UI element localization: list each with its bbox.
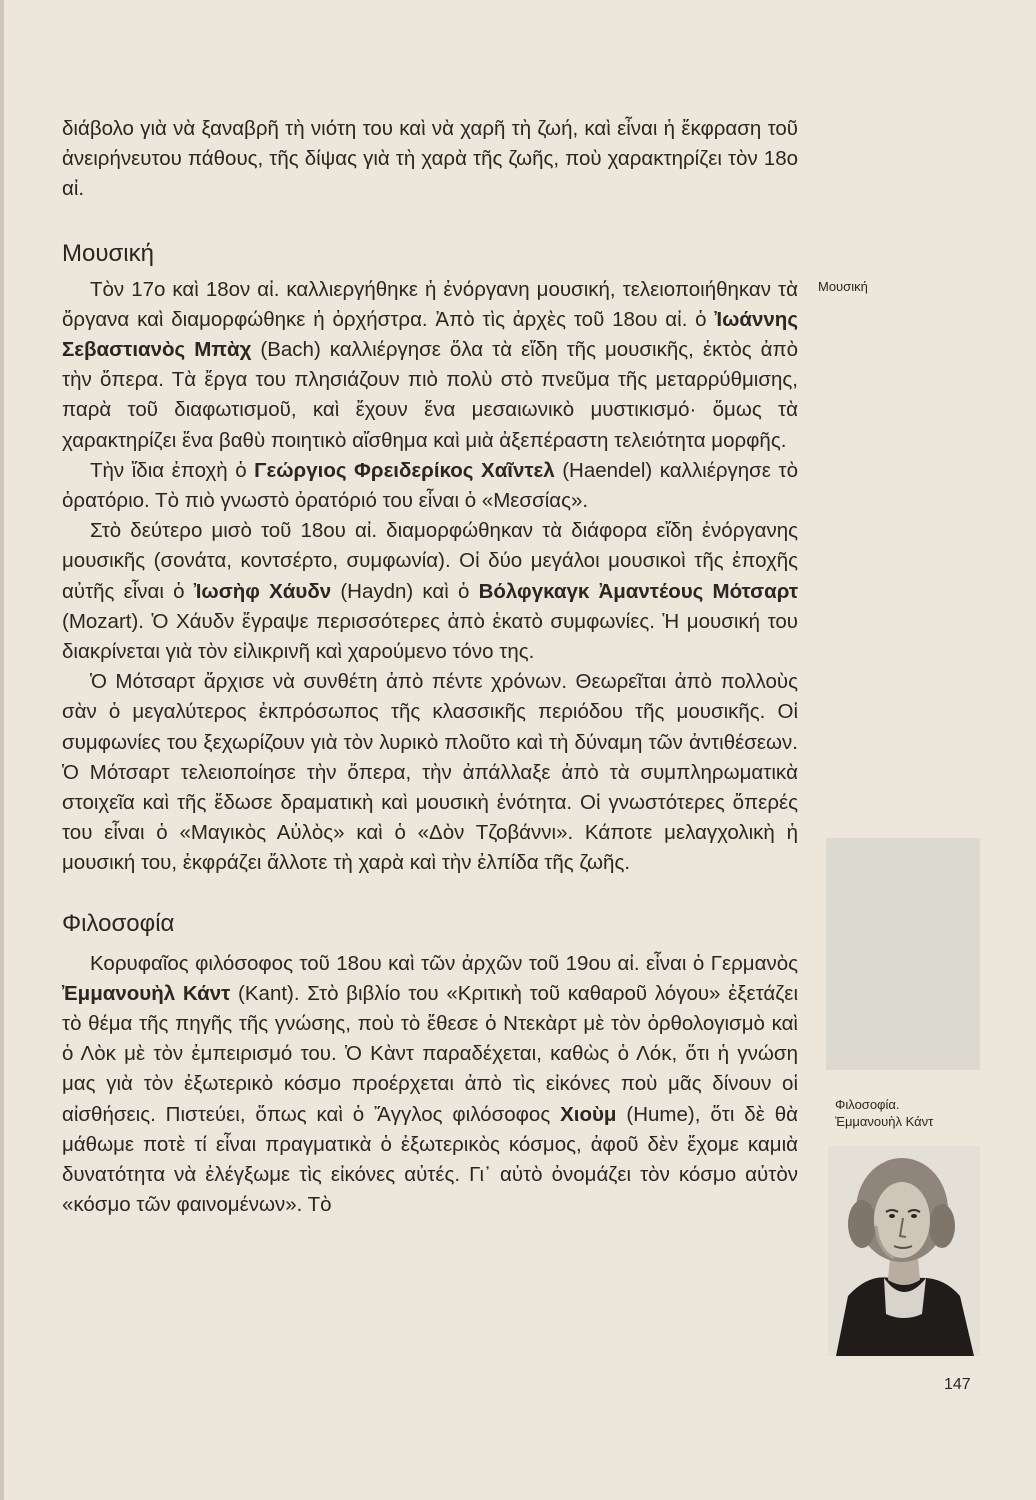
philosophy-paragraph-1: Κορυφαῖος φιλόσοφος τοῦ 18ου καὶ τῶν ἀρχῶν τοῦ 19ου αἰ. εἶναι ὁ Γερμανὸς Ἐμμανουὴλ Κάντ (Kant). Στὸ βιβλίο του «Κριτικὴ τοῦ καθαροῦ λόγου» ἐξετάζει τὸ θέμα τῆς πηγῆς τῆς γνώσης, ποὺ τὸ ἔθεσε ὁ Ντεκὰρτ μὲ τὸν ὀρθολογισμὸ καὶ ὁ Λὸκ μὲ τὸν ἐμπειρισμό του. Ὁ Κὰντ παραδέχεται, καθὼς ὁ Λόκ, ὅτι ἡ γνώση μας γιὰ τὸν ἐξωτερικὸ κόσμο προέρχεται ἀπὸ τὶς εἰκόνες ποὺ μᾶς δίνουν οἱ αἰσθήσεις. Πιστεύει, ὅπως καὶ ὁ Ἄγγλος φιλόσοφος Χιοὺμ (Hume), ὅτι δὲ θὰ μάθωμε ποτὲ τί εἶναι πραγματικὰ ὁ ἐξωτερικὸς κόσμος, ἀφοῦ δὲν ἔχομε καμιὰ δυνατότητα νὰ ἐλέγξωμε τὶς εἰκόνες αὐτές. Γι᾽ αὐτὸ ὀνομάζει τὸν κόσμο αὐτὸν «κόσμο τῶν φαινομένων». Τὸ <box>62 951 799 1217</box>
hume-name: Χιοὺμ <box>560 1102 617 1126</box>
faded-illustration-block <box>826 838 980 1070</box>
intro-paragraph: διάβολο γιὰ νὰ ξαναβρῆ τὴ νιότη του καὶ νὰ χαρῆ τὴ ζωή, καὶ εἶναι ἡ ἔκφραση τοῦ ἀνειρήνευτου πάθους, τῆς δίψας γιὰ τὴ χαρὰ τῆς ζωῆς, ποὺ χαρακτηρίζει τὸν 18ο αἰ. <box>62 117 798 201</box>
music-paragraph-3: Στὸ δεύτερο μισὸ τοῦ 18ου αἰ. διαμορφώθηκαν τὰ διάφορα εἴδη ἐνόργανης μουσικῆς (σονάτα, κοντσέρτο, συμφωνία). Οἱ δύο μεγάλοι μουσικοὶ τῆς ἐποχῆς αὐτῆς εἶναι ὁ Ἰωσὴφ Χάυδν (Haydn) καὶ ὁ Βόλφγκαγκ Ἀμαντέους Μότσαρτ (Mozart). Ὁ Χάυδν ἔγραψε περισσότερες ἀπὸ ἑκατὸ συμφωνίες. Ἡ μουσική του διακρίνεται γιὰ τὸν εἰλικρινῆ καὶ χαρούμενο τόνο της. <box>62 519 798 664</box>
bach-name: Ἰωάννης Σεβαστιανὸς Μπὰχ <box>62 307 798 362</box>
kant-portrait <box>828 1146 980 1356</box>
kant-name: Ἐμμανουὴλ Κάντ <box>62 981 231 1005</box>
philosophy-heading: Φιλοσοφία <box>62 909 175 937</box>
music-paragraph-2: Τὴν ἴδια ἐποχὴ ὁ Γεώργιος Φρειδερίκος Χαῖντελ (Haendel) καλλιέργησε τὸ ὀρατόριο. Τὸ πιὸ γνωστὸ ὀρατόριό του εἶναι ὁ «Μεσσίας». <box>62 458 798 513</box>
main-text-column <box>62 114 798 1221</box>
page-binding-edge <box>0 0 4 1500</box>
kant-portrait-drawing <box>828 1146 980 1356</box>
music-margin-note: Μουσική <box>818 279 868 294</box>
philosophy-caption <box>835 1096 975 1130</box>
caption-line-1: Φιλοσοφία. <box>835 1097 900 1112</box>
haydn-name: Ἰωσὴφ Χάυδν <box>193 579 332 603</box>
music-paragraph-4: Ὁ Μότσαρτ ἄρχισε νὰ συνθέτη ἀπὸ πέντε χρόνων. Θεωρεῖται ἀπὸ πολλοὺς σὰν ὁ μεγαλύτερος ἐκπρόσωπος τῆς κλασσικῆς περιόδου τῆς μουσικῆς. Οἱ συμφωνίες του ξεχωρίζουν γιὰ τὸν λυρικὸ πλοῦτο καὶ τὴ δύναμη τῶν ἀντιθέσεων. Ὁ Μότσαρτ τελειοποίησε τὴν ὄπερα, τὴν ἀπάλλαξε ἀπὸ τὰ συμπληρωματικὰ στοιχεῖα καὶ τῆς ἔδωσε δραματικὴ καὶ μουσικὴ ἑνότητα. Οἱ γνωστότερες ὄπερές του εἶναι ὁ «Μαγικὸς Αὐλὸς» καὶ ὁ «Δὸν Τζοβάννι». Κάποτε μελαγχολικὴ ἡ μουσική του, ἐκφράζει ἄλλοτε τὴ χαρὰ καὶ τὴν ἐλπίδα τῆς ζωῆς. <box>62 670 798 875</box>
music-paragraph-1: Τὸν 17ο καὶ 18ον αἰ. καλλιεργήθηκε ἡ ἐνόργανη μουσική, τελειοποιήθηκαν τὰ ὄργανα καὶ διαμορφώθηκε ἡ ὀρχήστρα. Ἀπὸ τὶς ἀρχὲς τοῦ 18ου αἰ. ὁ Ἰωάννης Σεβαστιανὸς Μπὰχ (Bach) καλλιέργησε ὅλα τὰ εἴδη τῆς μουσικῆς, ἐκτὸς ἀπὸ τὴν ὄπερα. Τὰ ἔργα του πλησιάζουν πιὸ πολὺ στὸ πνεῦμα τῆς μεταρρύθμισης, παρὰ τοῦ διαφωτισμοῦ, καὶ ἔχουν ἕνα μεσαιωνικὸ μυστικισμό· ὅμως τὰ χαρακτηρίζει ἕνα βαθὺ ποιητικὸ αἴσθημα καὶ μιὰ ἀξεπέραστη τελειότητα μορφῆς. <box>62 277 798 452</box>
caption-line-2: Ἐμμανουὴλ Κάντ <box>835 1114 934 1129</box>
page-number: 147 <box>944 1376 971 1393</box>
handel-name: Γεώργιος Φρειδερίκος Χαῖντελ <box>254 458 555 482</box>
music-heading: Μουσική <box>62 239 154 267</box>
mozart-name: Βόλφγκαγκ Ἀμαντέους Μότσαρτ <box>478 579 798 603</box>
